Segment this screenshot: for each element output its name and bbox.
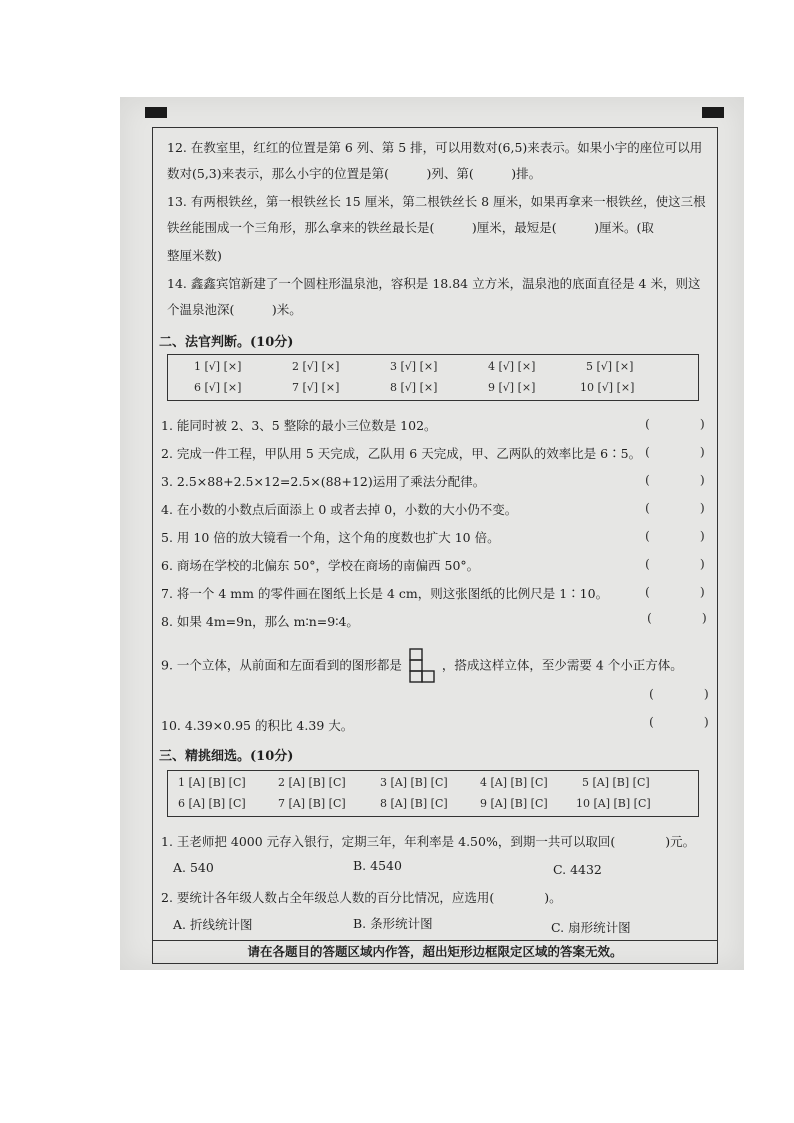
footer-notice: 请在各题目的答题区域内作答，超出矩形边框限定区域的答案无效。 bbox=[153, 940, 717, 963]
judge-q1-paren[interactable]: ( ) bbox=[645, 416, 705, 431]
judge-q9-text-after: ，搭成这样立体，至少需要 4 个小正方体。 bbox=[441, 657, 683, 673]
judge-q9 bbox=[161, 648, 683, 684]
choice-q1-option-a[interactable]: A. 540 bbox=[173, 860, 214, 875]
judge-q9-paren[interactable]: ( ) bbox=[649, 686, 709, 701]
choice-answer-3[interactable]: 3 [A] [B] [C] bbox=[380, 776, 448, 789]
choice-q2-option-c[interactable]: C. 扇形统计图 bbox=[551, 920, 631, 935]
judge-answer-9[interactable]: 9 [√] [×] bbox=[488, 381, 536, 394]
choice-answer-grid bbox=[167, 770, 699, 817]
choice-q1-option-b[interactable]: B. 4540 bbox=[353, 858, 402, 873]
choice-answer-1[interactable]: 1 [A] [B] [C] bbox=[178, 776, 246, 789]
choice-q2: 2. 要统计各年级人数占全年级总人数的百分比情况，应选用( )。 bbox=[161, 890, 562, 905]
q13-line3: 整厘米数) bbox=[167, 248, 222, 263]
judge-q2-paren[interactable]: ( ) bbox=[645, 444, 705, 459]
judge-q6: 6. 商场在学校的北偏东 50°，学校在商场的南偏西 50°。 bbox=[161, 558, 480, 573]
q13-line1: 13. 有两根铁丝，第一根铁丝长 15 厘米，第二根铁丝长 8 厘米，如果再拿来一根铁丝，使这三根 bbox=[167, 194, 706, 209]
judge-q7: 7. 将一个 4 mm 的零件画在图纸上长是 4 cm，则这张图纸的比例尺是 1∶10。 bbox=[161, 586, 609, 601]
section2-title: 二、法官判断。(10分) bbox=[159, 335, 294, 350]
judge-answer-8[interactable]: 8 [√] [×] bbox=[390, 381, 438, 394]
answer-sheet bbox=[152, 127, 718, 964]
choice-q1-option-c[interactable]: C. 4432 bbox=[553, 862, 602, 877]
q14-line2: 个温泉池深( )米。 bbox=[167, 302, 302, 317]
judge-answer-3[interactable]: 3 [√] [×] bbox=[390, 360, 438, 373]
judge-q2: 2. 完成一件工程，甲队用 5 天完成，乙队用 6 天完成，甲、乙两队的效率比是 6∶5。 bbox=[161, 446, 642, 461]
judge-q7-paren[interactable]: ( ) bbox=[645, 584, 705, 599]
judge-answer-10[interactable]: 10 [√] [×] bbox=[580, 381, 635, 394]
registration-mark-right bbox=[702, 107, 724, 118]
judge-q5-paren[interactable]: ( ) bbox=[645, 528, 705, 543]
choice-answer-7[interactable]: 7 [A] [B] [C] bbox=[278, 797, 346, 810]
q12-line1: 12. 在教室里，红红的位置是第 6 列、第 5 排，可以用数对(6,5)来表示。如果小宇的座位可以用 bbox=[167, 140, 703, 155]
judge-answer-1[interactable]: 1 [√] [×] bbox=[194, 360, 242, 373]
judge-answer-7[interactable]: 7 [√] [×] bbox=[292, 381, 340, 394]
choice-answer-5[interactable]: 5 [A] [B] [C] bbox=[582, 776, 650, 789]
judge-answer-6[interactable]: 6 [√] [×] bbox=[194, 381, 242, 394]
choice-answer-10[interactable]: 10 [A] [B] [C] bbox=[576, 797, 651, 810]
choice-q1: 1. 王老师把 4000 元存入银行，定期三年，年利率是 4.50%，到期一共可以取回( )元。 bbox=[161, 834, 696, 849]
judge-answer-5[interactable]: 5 [√] [×] bbox=[586, 360, 634, 373]
choice-answer-8[interactable]: 8 [A] [B] [C] bbox=[380, 797, 448, 810]
judge-q8-paren[interactable]: ( ) bbox=[647, 610, 707, 625]
registration-mark-left bbox=[145, 107, 167, 118]
choice-answer-4[interactable]: 4 [A] [B] [C] bbox=[480, 776, 548, 789]
judge-q10-paren[interactable]: ( ) bbox=[649, 714, 709, 729]
choice-answer-6[interactable]: 6 [A] [B] [C] bbox=[178, 797, 246, 810]
judge-answer-grid bbox=[167, 354, 699, 401]
judge-answer-2[interactable]: 2 [√] [×] bbox=[292, 360, 340, 373]
judge-q9-text-before: 9. 一个立体，从前面和左面看到的图形都是 bbox=[161, 657, 402, 673]
choice-answer-2[interactable]: 2 [A] [B] [C] bbox=[278, 776, 346, 789]
choice-q2-option-a[interactable]: A. 折线统计图 bbox=[173, 917, 253, 932]
judge-answer-4[interactable]: 4 [√] [×] bbox=[488, 360, 536, 373]
judge-q5: 5. 用 10 倍的放大镜看一个角，这个角的度数也扩大 10 倍。 bbox=[161, 530, 500, 545]
judge-q6-paren[interactable]: ( ) bbox=[645, 556, 705, 571]
judge-q8: 8. 如果 4m=9n，那么 m∶n=9∶4。 bbox=[161, 614, 359, 629]
judge-q3-paren[interactable]: ( ) bbox=[645, 472, 705, 487]
choice-answer-9[interactable]: 9 [A] [B] [C] bbox=[480, 797, 548, 810]
q14-line1: 14. 鑫鑫宾馆新建了一个圆柱形温泉池，容积是 18.84 立方米，温泉池的底面直径是 4 米，则这 bbox=[167, 276, 701, 291]
judge-q3: 3. 2.5×88+2.5×12=2.5×(88+12)运用了乘法分配律。 bbox=[161, 474, 486, 489]
cube-view-figure bbox=[409, 648, 435, 684]
judge-q4-paren[interactable]: ( ) bbox=[645, 500, 705, 515]
q12-line2: 数对(5,3)来表示，那么小宇的位置是第( )列、第( )排。 bbox=[167, 166, 542, 181]
judge-q4: 4. 在小数的小数点后面添上 0 或者去掉 0，小数的大小仍不变。 bbox=[161, 502, 518, 517]
section3-title: 三、精挑细选。(10分) bbox=[159, 749, 294, 764]
choice-q2-option-b[interactable]: B. 条形统计图 bbox=[353, 916, 433, 931]
q13-line2: 铁丝能围成一个三角形，那么拿来的铁丝最长是( )厘米，最短是( )厘米。(取 bbox=[167, 220, 654, 235]
scanned-photo bbox=[120, 97, 744, 970]
judge-q10: 10. 4.39×0.95 的积比 4.39 大。 bbox=[161, 718, 354, 733]
judge-q1: 1. 能同时被 2、3、5 整除的最小三位数是 102。 bbox=[161, 418, 437, 433]
